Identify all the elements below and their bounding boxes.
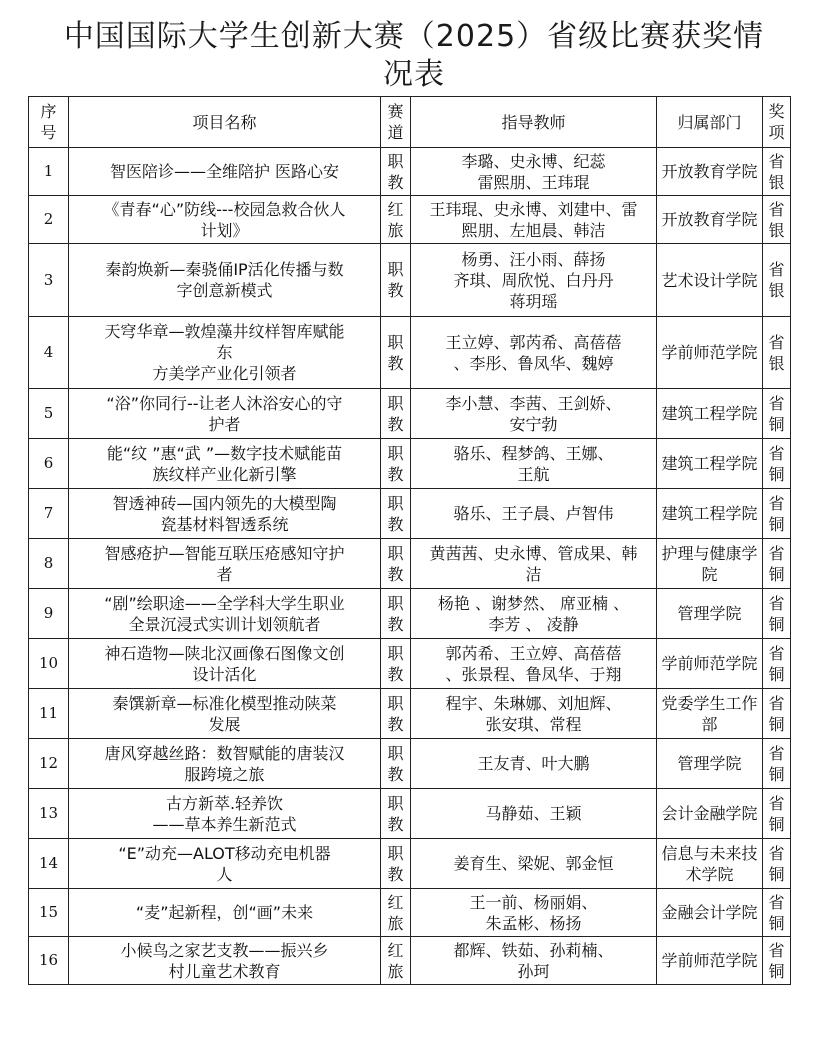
cell-award-line: 铜	[768, 864, 785, 884]
cell-project-name-line: 秦韵焕新—秦骁俑IP活化传播与数	[105, 260, 344, 279]
cell-department	[657, 148, 763, 196]
cell-department-line: 信息与未来技	[661, 843, 758, 863]
cell-award-line: 银	[768, 220, 785, 240]
cell-track-line: 职	[387, 543, 404, 563]
cell-project-name	[69, 739, 381, 789]
cell-project-name	[69, 589, 381, 639]
cell-teachers	[411, 789, 657, 839]
cell-award-line: 省	[768, 793, 785, 813]
table-row	[29, 589, 791, 639]
cell-project-name	[69, 937, 381, 985]
cell-project-name-line: 古方新萃.轻养饮	[165, 793, 284, 813]
cell-department	[657, 196, 763, 244]
cell-no: 10	[29, 639, 69, 689]
cell-teachers-line: 孙珂	[517, 961, 550, 981]
cell-department	[657, 889, 763, 937]
cell-department-line: 艺术设计学院	[661, 270, 758, 290]
cell-teachers-line: 李璐、史永博、纪蕊	[461, 151, 606, 171]
table-row	[29, 489, 791, 539]
cell-teachers-line: 李芳 、 凌静	[488, 614, 579, 634]
cell-project-name-line: 族纹样产业化新引擎	[152, 464, 297, 484]
cell-teachers-line: 熙朋、左旭晨、韩洁	[461, 220, 606, 240]
cell-no: 7	[29, 489, 69, 539]
cell-no: 4	[29, 317, 69, 389]
cell-no: 16	[29, 937, 69, 985]
cell-track-line: 职	[387, 693, 404, 713]
header-department: 归属部门	[657, 97, 763, 148]
cell-project-name-line: 智透神砖—国内领先的大模型陶	[112, 493, 337, 513]
cell-award	[763, 244, 791, 317]
cell-track-line: 教	[387, 353, 404, 373]
cell-track-line: 职	[387, 793, 404, 813]
cell-award	[763, 889, 791, 937]
cell-teachers-line: 王立婷、郭芮希、高蓓蓓	[445, 332, 622, 352]
cell-teachers	[411, 889, 657, 937]
cell-teachers-line: 雷熙朋、王玮琨	[477, 172, 590, 192]
cell-teachers-line: 郭芮希、王立婷、高蓓蓓	[445, 643, 622, 663]
cell-department	[657, 589, 763, 639]
cell-award	[763, 539, 791, 589]
cell-department	[657, 639, 763, 689]
cell-award-line: 铜	[768, 414, 785, 434]
cell-teachers-line: 王一前、杨丽娟、	[469, 892, 598, 912]
cell-teachers-line: 杨勇、汪小雨、薛扬	[461, 249, 606, 269]
cell-track	[381, 539, 411, 589]
cell-project-name-line: 者	[216, 564, 233, 584]
cell-award-line: 铜	[768, 814, 785, 834]
cell-department	[657, 539, 763, 589]
cell-department-line: 金融会计学院	[661, 903, 758, 922]
cell-no: 8	[29, 539, 69, 589]
cell-department-line: 开放教育学院	[661, 162, 758, 181]
cell-track-line: 教	[387, 664, 404, 684]
cell-award-line: 省	[768, 260, 785, 279]
cell-teachers	[411, 839, 657, 889]
cell-track	[381, 739, 411, 789]
cell-award	[763, 439, 791, 489]
cell-department-line: 开放教育学院	[661, 210, 758, 229]
cell-track	[381, 439, 411, 489]
cell-teachers-line: 安宁勃	[509, 414, 558, 434]
cell-award	[763, 148, 791, 196]
cell-track-line: 教	[387, 764, 404, 784]
cell-project-name	[69, 639, 381, 689]
cell-award-line: 省	[768, 693, 785, 713]
cell-department-line: 建筑工程学院	[661, 404, 758, 423]
cell-track-line: 旅	[387, 220, 404, 240]
cell-project-name	[69, 489, 381, 539]
cell-teachers-line: 、张景程、鲁凤华、于翔	[445, 664, 622, 684]
cell-award-line: 省	[768, 743, 785, 763]
cell-department-line: 术学院	[685, 864, 734, 884]
cell-track-line: 教	[387, 714, 404, 734]
cell-track-line: 职	[387, 393, 404, 413]
cell-project-name	[69, 889, 381, 937]
cell-no: 6	[29, 439, 69, 489]
cell-teachers-line: 、李彤、鲁凤华、魏婷	[453, 353, 614, 373]
cell-no: 13	[29, 789, 69, 839]
cell-department	[657, 689, 763, 739]
header-no: 序 号	[29, 97, 69, 148]
cell-track-line: 教	[387, 281, 404, 300]
cell-track-line: 职	[387, 493, 404, 513]
header-row	[29, 97, 791, 148]
cell-award-line: 铜	[768, 961, 785, 981]
cell-project-name-line: 方美学产业化引领者	[152, 364, 297, 383]
cell-track-line: 红	[387, 199, 404, 219]
cell-department	[657, 739, 763, 789]
cell-teachers	[411, 639, 657, 689]
cell-award	[763, 489, 791, 539]
cell-track	[381, 789, 411, 839]
cell-department	[657, 839, 763, 889]
cell-award-line: 省	[768, 443, 785, 463]
cell-project-name-line: 发展	[208, 714, 241, 734]
cell-project-name-line: 秦馔新章—标准化模型推动陕菜	[112, 693, 337, 713]
table-row	[29, 839, 791, 889]
cell-department	[657, 789, 763, 839]
table-row	[29, 196, 791, 244]
cell-teachers-line: 朱孟彬、杨扬	[485, 913, 582, 933]
table-row	[29, 148, 791, 196]
cell-project-name-line: 智感疮护—智能互联压疮感知守护	[104, 543, 345, 563]
cell-track	[381, 489, 411, 539]
cell-award-line: 省	[768, 332, 785, 352]
cell-award-line: 铜	[768, 664, 785, 684]
cell-department	[657, 937, 763, 985]
cell-teachers-line: 李小慧、李茜、王剑娇、	[445, 393, 622, 413]
cell-award-line: 省	[768, 151, 785, 171]
title-line-2: 况表	[383, 57, 445, 92]
cell-award-line: 银	[768, 172, 785, 192]
cell-project-name	[69, 689, 381, 739]
cell-no: 1	[29, 148, 69, 196]
cell-track-line: 教	[387, 172, 404, 192]
cell-project-name-line: 字创意新模式	[176, 281, 273, 300]
cell-track	[381, 639, 411, 689]
cell-project-name-line: 能“纹 ”惠“武 ”—数字技术赋能苗	[106, 443, 343, 463]
cell-teachers-line: 都辉、铁茹、孙莉楠、	[453, 940, 614, 960]
cell-teachers	[411, 439, 657, 489]
cell-track-line: 旅	[387, 913, 404, 933]
cell-award-line: 省	[768, 393, 785, 413]
cell-project-name-line: 瓷基材料智透系统	[160, 514, 289, 534]
cell-project-name	[69, 539, 381, 589]
cell-no: 2	[29, 196, 69, 244]
cell-teachers	[411, 148, 657, 196]
cell-track	[381, 839, 411, 889]
cell-department-line: 学前师范学院	[661, 654, 758, 673]
cell-project-name	[69, 317, 381, 389]
cell-project-name-line: 全景沉浸式实训计划领航者	[128, 614, 321, 634]
cell-track-line: 教	[387, 614, 404, 634]
cell-teachers-line: 张安琪、常程	[485, 714, 582, 734]
cell-track-line: 旅	[387, 961, 404, 981]
cell-project-name	[69, 839, 381, 889]
cell-teachers-line: 齐琪、周欣悦、白丹丹	[453, 270, 614, 290]
cell-award	[763, 839, 791, 889]
cell-department-line: 院	[701, 564, 718, 584]
cell-award-line: 铜	[768, 764, 785, 784]
cell-department	[657, 244, 763, 317]
cell-department-line: 学前师范学院	[661, 951, 758, 970]
cell-project-name-line: 智医陪诊——全维陪护 医路心安	[109, 162, 340, 181]
cell-track-line: 职	[387, 332, 404, 352]
title-line-1: 中国国际大学生创新大赛（2025）省级比赛获奖情	[63, 19, 765, 54]
cell-award-line: 铜	[768, 564, 785, 584]
cell-track-line: 教	[387, 414, 404, 434]
cell-department-line: 管理学院	[677, 604, 742, 623]
cell-teachers-line: 杨艳 、谢梦然、 席亚楠 、	[437, 593, 630, 613]
cell-teachers	[411, 489, 657, 539]
cell-project-name-line: 神石造物—陕北汉画像石图像文创	[104, 643, 345, 663]
header-track: 赛 道	[381, 97, 411, 148]
cell-project-name-line: 小候鸟之家艺支教——振兴乡	[120, 940, 329, 960]
cell-award-line: 铜	[768, 464, 785, 484]
cell-no: 12	[29, 739, 69, 789]
cell-award-line: 铜	[768, 913, 785, 933]
table-row	[29, 889, 791, 937]
cell-track-line: 职	[387, 843, 404, 863]
cell-project-name-line: 护者	[208, 414, 241, 434]
cell-department-line: 部	[701, 714, 718, 734]
cell-project-name	[69, 389, 381, 439]
cell-award-line: 铜	[768, 714, 785, 734]
cell-project-name	[69, 789, 381, 839]
cell-track	[381, 937, 411, 985]
cell-department-line: 党委学生工作	[661, 693, 758, 713]
cell-award-line: 省	[768, 940, 785, 960]
cell-project-name-line: 设计活化	[192, 664, 257, 684]
cell-award-line: 银	[768, 281, 785, 300]
cell-project-name-line: “E”动充—ALOT移动充电机器	[118, 843, 331, 863]
table-row	[29, 539, 791, 589]
cell-project-name-line: 唐风穿越丝路：数智赋能的唐装汉	[104, 743, 345, 763]
cell-track-line: 职	[387, 443, 404, 463]
cell-track-line: 职	[387, 593, 404, 613]
cell-track-line: 教	[387, 564, 404, 584]
table-row	[29, 317, 791, 389]
cell-track	[381, 196, 411, 244]
cell-department	[657, 489, 763, 539]
table-row	[29, 639, 791, 689]
cell-award-line: 省	[768, 493, 785, 513]
cell-award	[763, 689, 791, 739]
cell-track-line: 红	[387, 940, 404, 960]
cell-track-line: 教	[387, 864, 404, 884]
header-project-name: 项目名称	[69, 97, 381, 148]
cell-track-line: 职	[387, 151, 404, 171]
cell-no: 3	[29, 244, 69, 317]
cell-award-line: 铜	[768, 514, 785, 534]
cell-project-name-line: 计划》	[200, 220, 249, 240]
cell-track-line: 教	[387, 514, 404, 534]
cell-teachers	[411, 937, 657, 985]
header-teachers: 指导教师	[411, 97, 657, 148]
cell-project-name-line: 天穹华章—敦煌藻井纹样智库赋能	[104, 322, 345, 341]
cell-award-line: 省	[768, 593, 785, 613]
cell-track	[381, 689, 411, 739]
table-row	[29, 244, 791, 317]
cell-teachers-line: 王友青、叶大鹏	[477, 754, 590, 773]
cell-award-line: 省	[768, 199, 785, 219]
cell-department-line: 护理与健康学	[661, 543, 758, 563]
cell-teachers	[411, 539, 657, 589]
header-award: 奖 项	[763, 97, 791, 148]
cell-department-line: 建筑工程学院	[661, 454, 758, 473]
awards-table	[28, 96, 791, 985]
cell-project-name	[69, 244, 381, 317]
cell-track-line: 职	[387, 260, 404, 279]
cell-award-line: 省	[768, 843, 785, 863]
cell-department	[657, 439, 763, 489]
cell-award-line: 省	[768, 643, 785, 663]
cell-teachers-line: 蒋玥瑶	[509, 291, 558, 311]
cell-track	[381, 148, 411, 196]
cell-track-line: 职	[387, 743, 404, 763]
cell-award	[763, 589, 791, 639]
cell-track-line: 红	[387, 892, 404, 912]
cell-teachers	[411, 689, 657, 739]
cell-no: 11	[29, 689, 69, 739]
page-title	[20, 18, 808, 94]
cell-teachers	[411, 589, 657, 639]
cell-no: 9	[29, 589, 69, 639]
table-row	[29, 739, 791, 789]
cell-teachers	[411, 739, 657, 789]
cell-award-line: 银	[768, 353, 785, 373]
cell-track	[381, 317, 411, 389]
cell-award-line: 铜	[768, 614, 785, 634]
cell-award-line: 省	[768, 892, 785, 912]
cell-teachers-line: 骆乐、程梦鸽、王娜、	[453, 443, 614, 463]
cell-project-name-line: ——草本养生新范式	[152, 814, 297, 834]
cell-track-line: 职	[387, 643, 404, 663]
cell-no: 14	[29, 839, 69, 889]
cell-teachers-line: 程宇、朱琳娜、刘旭辉、	[445, 693, 622, 713]
cell-department-line: 会计金融学院	[661, 804, 758, 823]
cell-department	[657, 317, 763, 389]
cell-teachers	[411, 244, 657, 317]
cell-project-name-line: 人	[216, 864, 233, 884]
cell-project-name-line: 东	[216, 343, 233, 362]
cell-teachers	[411, 317, 657, 389]
table-row	[29, 789, 791, 839]
cell-award	[763, 739, 791, 789]
cell-teachers-line: 骆乐、王子晨、卢智伟	[453, 504, 614, 523]
cell-award	[763, 937, 791, 985]
cell-teachers-line: 黄茜茜、史永博、管成果、韩	[429, 543, 638, 563]
cell-department-line: 建筑工程学院	[661, 504, 758, 523]
cell-track	[381, 589, 411, 639]
cell-department-line: 管理学院	[677, 754, 742, 773]
cell-department	[657, 389, 763, 439]
cell-teachers-line: 洁	[525, 564, 542, 584]
cell-award	[763, 639, 791, 689]
cell-project-name-line: “剧”绘职途——全学科大学生职业	[104, 593, 345, 613]
cell-department-line: 学前师范学院	[661, 343, 758, 362]
cell-project-name	[69, 148, 381, 196]
cell-teachers	[411, 196, 657, 244]
cell-project-name	[69, 439, 381, 489]
cell-no: 5	[29, 389, 69, 439]
table-row	[29, 937, 791, 985]
cell-track-line: 教	[387, 814, 404, 834]
table-row	[29, 389, 791, 439]
table-row	[29, 439, 791, 489]
cell-no: 15	[29, 889, 69, 937]
cell-project-name-line: 村儿童艺术教育	[168, 961, 281, 981]
cell-track	[381, 889, 411, 937]
cell-teachers-line: 马静茹、王颖	[485, 804, 582, 823]
cell-project-name	[69, 196, 381, 244]
cell-teachers-line: 王航	[517, 464, 550, 484]
cell-teachers-line: 姜育生、梁妮、郭金恒	[453, 854, 614, 873]
cell-track	[381, 389, 411, 439]
cell-teachers	[411, 389, 657, 439]
cell-project-name-line: 服跨境之旅	[184, 764, 265, 784]
cell-track-line: 教	[387, 464, 404, 484]
cell-award	[763, 389, 791, 439]
cell-award-line: 省	[768, 543, 785, 563]
cell-track	[381, 244, 411, 317]
cell-project-name-line: “浴”你同行--让老人沐浴安心的守	[106, 393, 343, 413]
cell-award	[763, 317, 791, 389]
table-row	[29, 689, 791, 739]
cell-project-name-line: 《青春“心”防线---校园急救合伙人	[103, 199, 346, 219]
cell-award	[763, 196, 791, 244]
cell-teachers-line: 王玮琨、史永博、刘建中、雷	[429, 199, 638, 219]
cell-project-name-line: “麦”起新程，创“画”未来	[135, 903, 314, 922]
cell-award	[763, 789, 791, 839]
